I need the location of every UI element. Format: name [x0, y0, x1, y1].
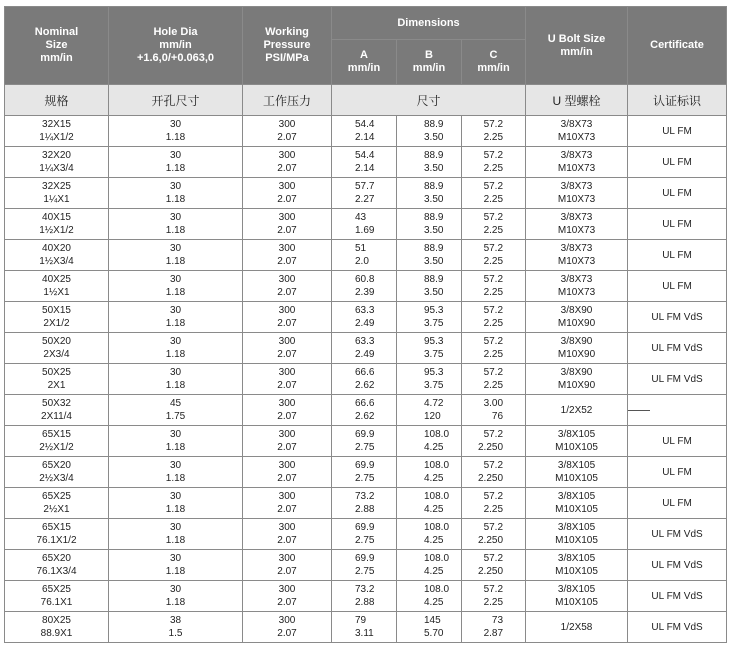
col-dimensions: Dimensions [332, 7, 526, 40]
cell-nominal-size: 32X15 1¼X1/2 [5, 116, 109, 147]
cell-dim-a: 66.6 2.62 [332, 395, 397, 426]
spec-table [4, 6, 727, 643]
cell-dim-a: 69.9 2.75 [332, 519, 397, 550]
cell-u-bolt: 3/8X73 M10X73 [526, 116, 628, 147]
cell-dim-a: 51 2.0 [332, 240, 397, 271]
cell-certificate: UL FM [628, 240, 727, 271]
cell-nominal-size: 50X25 2X1 [5, 364, 109, 395]
cell-dim-c: 57.2 2.25 [462, 333, 526, 364]
cell-dim-b: 4.72 120 [397, 395, 462, 426]
cell-u-bolt: 3/8X105 M10X105 [526, 519, 628, 550]
cell-certificate: UL FM [628, 178, 727, 209]
cell-working-pressure: 300 2.07 [243, 333, 332, 364]
cell-working-pressure: 300 2.07 [243, 395, 332, 426]
cell-dim-c: 57.2 2.25 [462, 147, 526, 178]
cell-hole-dia: 30 1.18 [109, 271, 243, 302]
cell-nominal-size: 50X20 2X3/4 [5, 333, 109, 364]
col-cn-dimensions: 尺寸 [332, 85, 526, 116]
cell-dim-b: 88.9 3.50 [397, 240, 462, 271]
cell-certificate: UL FM VdS [628, 612, 727, 643]
cell-dim-a: 43 1.69 [332, 209, 397, 240]
cell-working-pressure: 300 2.07 [243, 550, 332, 581]
cell-dim-c: 57.2 2.250 [462, 519, 526, 550]
cell-nominal-size: 65X20 2½X3/4 [5, 457, 109, 488]
cell-working-pressure: 300 2.07 [243, 457, 332, 488]
cell-u-bolt: 1/2X52 [526, 395, 628, 426]
cell-dim-b: 88.9 3.50 [397, 147, 462, 178]
cell-working-pressure: 300 2.07 [243, 581, 332, 612]
table-row [5, 426, 727, 457]
cell-working-pressure: 300 2.07 [243, 147, 332, 178]
cell-u-bolt: 3/8X90 M10X90 [526, 302, 628, 333]
col-working-pressure: Working Pressure PSI/MPa [243, 7, 332, 85]
cell-working-pressure: 300 2.07 [243, 519, 332, 550]
cell-hole-dia: 30 1.18 [109, 147, 243, 178]
cell-hole-dia: 30 1.18 [109, 519, 243, 550]
cell-dim-c: 57.2 2.25 [462, 302, 526, 333]
cell-dim-b: 108.0 4.25 [397, 581, 462, 612]
cell-nominal-size: 65X20 76.1X3/4 [5, 550, 109, 581]
cell-certificate: UL FM VdS [628, 302, 727, 333]
col-dim-c: C mm/in [462, 40, 526, 85]
cell-dim-c: 57.2 2.25 [462, 581, 526, 612]
cell-nominal-size: 65X15 76.1X1/2 [5, 519, 109, 550]
cell-certificate: UL FM [628, 147, 727, 178]
cell-dim-a: 63.3 2.49 [332, 333, 397, 364]
cell-hole-dia: 30 1.18 [109, 426, 243, 457]
cell-dim-c: 57.2 2.25 [462, 209, 526, 240]
empty-dash [628, 410, 650, 411]
table-row [5, 612, 727, 643]
cell-u-bolt: 3/8X73 M10X73 [526, 178, 628, 209]
cell-nominal-size: 65X25 2½X1 [5, 488, 109, 519]
cell-working-pressure: 300 2.07 [243, 116, 332, 147]
cell-nominal-size: 40X20 1½X3/4 [5, 240, 109, 271]
col-dim-a: A mm/in [332, 40, 397, 85]
cell-certificate: UL FM VdS [628, 333, 727, 364]
cell-working-pressure: 300 2.07 [243, 271, 332, 302]
cell-u-bolt: 3/8X105 M10X105 [526, 581, 628, 612]
cell-dim-c: 73 2.87 [462, 612, 526, 643]
cell-u-bolt: 3/8X105 M10X105 [526, 488, 628, 519]
cell-hole-dia: 30 1.18 [109, 550, 243, 581]
cell-dim-a: 54.4 2.14 [332, 116, 397, 147]
cell-dim-a: 54.4 2.14 [332, 147, 397, 178]
cell-dim-c: 57.2 2.250 [462, 550, 526, 581]
cell-dim-b: 95.3 3.75 [397, 333, 462, 364]
table-row [5, 550, 727, 581]
col-u-bolt-size: U Bolt Size mm/in [526, 7, 628, 85]
cell-dim-a: 66.6 2.62 [332, 364, 397, 395]
table-row [5, 302, 727, 333]
col-cn-hole: 开孔尺寸 [109, 85, 243, 116]
col-certificate: Certificate [628, 7, 727, 85]
table-row [5, 364, 727, 395]
table-row [5, 271, 727, 302]
cell-hole-dia: 45 1.75 [109, 395, 243, 426]
cell-dim-a: 79 3.11 [332, 612, 397, 643]
cell-dim-a: 69.9 2.75 [332, 457, 397, 488]
cell-dim-a: 63.3 2.49 [332, 302, 397, 333]
cell-hole-dia: 30 1.18 [109, 581, 243, 612]
table-row [5, 147, 727, 178]
cell-certificate: UL FM VdS [628, 581, 727, 612]
cell-dim-c: 57.2 2.25 [462, 364, 526, 395]
cell-hole-dia: 30 1.18 [109, 209, 243, 240]
cell-u-bolt: 3/8X90 M10X90 [526, 333, 628, 364]
cell-certificate [628, 395, 727, 426]
cell-u-bolt: 3/8X105 M10X105 [526, 550, 628, 581]
cell-dim-a: 73.2 2.88 [332, 581, 397, 612]
cell-dim-a: 69.9 2.75 [332, 550, 397, 581]
cell-u-bolt: 3/8X73 M10X73 [526, 209, 628, 240]
col-cn-pressure: 工作压力 [243, 85, 332, 116]
cell-certificate: UL FM VdS [628, 364, 727, 395]
table-row [5, 395, 727, 426]
col-cn-u-bolt: U 型螺栓 [526, 85, 628, 116]
cell-dim-b: 95.3 3.75 [397, 302, 462, 333]
cell-u-bolt: 3/8X105 M10X105 [526, 457, 628, 488]
cell-working-pressure: 300 2.07 [243, 240, 332, 271]
cell-dim-b: 88.9 3.50 [397, 209, 462, 240]
table-row [5, 519, 727, 550]
cell-certificate: UL FM [628, 209, 727, 240]
cell-nominal-size: 50X32 2X11/4 [5, 395, 109, 426]
col-cn-cert: 认证标识 [628, 85, 727, 116]
table-row [5, 178, 727, 209]
cell-working-pressure: 300 2.07 [243, 209, 332, 240]
cell-u-bolt: 1/2X58 [526, 612, 628, 643]
cell-dim-a: 60.8 2.39 [332, 271, 397, 302]
cell-working-pressure: 300 2.07 [243, 178, 332, 209]
col-nominal-size: Nominal Size mm/in [5, 7, 109, 85]
cell-u-bolt: 3/8X105 M10X105 [526, 426, 628, 457]
cell-nominal-size: 65X25 76.1X1 [5, 581, 109, 612]
cell-dim-b: 108.0 4.25 [397, 550, 462, 581]
cell-dim-b: 95.3 3.75 [397, 364, 462, 395]
table-row [5, 209, 727, 240]
cell-u-bolt: 3/8X73 M10X73 [526, 147, 628, 178]
cell-certificate: UL FM [628, 116, 727, 147]
table-row [5, 240, 727, 271]
cell-hole-dia: 30 1.18 [109, 364, 243, 395]
cell-hole-dia: 30 1.18 [109, 178, 243, 209]
cell-nominal-size: 40X15 1½X1/2 [5, 209, 109, 240]
cell-hole-dia: 30 1.18 [109, 457, 243, 488]
cell-dim-c: 57.2 2.250 [462, 457, 526, 488]
col-hole-dia: Hole Dia mm/in +1.6,0/+0.063,0 [109, 7, 243, 85]
cell-dim-a: 57.7 2.27 [332, 178, 397, 209]
cell-working-pressure: 300 2.07 [243, 426, 332, 457]
cell-dim-b: 88.9 3.50 [397, 271, 462, 302]
table-body [5, 116, 727, 643]
cell-dim-c: 57.2 2.25 [462, 116, 526, 147]
col-cn-size: 规格 [5, 85, 109, 116]
cell-certificate: UL FM [628, 488, 727, 519]
cell-dim-b: 88.9 3.50 [397, 116, 462, 147]
cell-dim-c: 57.2 2.25 [462, 488, 526, 519]
cell-dim-b: 108.0 4.25 [397, 457, 462, 488]
cell-hole-dia: 30 1.18 [109, 333, 243, 364]
cell-nominal-size: 80X25 88.9X1 [5, 612, 109, 643]
cell-dim-a: 73.2 2.88 [332, 488, 397, 519]
cell-nominal-size: 50X15 2X1/2 [5, 302, 109, 333]
cell-dim-b: 108.0 4.25 [397, 426, 462, 457]
table-row [5, 457, 727, 488]
cell-u-bolt: 3/8X73 M10X73 [526, 240, 628, 271]
cell-nominal-size: 32X25 1¼X1 [5, 178, 109, 209]
cell-dim-c: 3.00 76 [462, 395, 526, 426]
cell-hole-dia: 30 1.18 [109, 240, 243, 271]
cell-nominal-size: 65X15 2½X1/2 [5, 426, 109, 457]
cell-working-pressure: 300 2.07 [243, 612, 332, 643]
col-dim-b: B mm/in [397, 40, 462, 85]
cell-dim-b: 88.9 3.50 [397, 178, 462, 209]
cell-certificate: UL FM [628, 426, 727, 457]
cell-nominal-size: 40X25 1½X1 [5, 271, 109, 302]
table-row [5, 581, 727, 612]
cell-certificate: UL FM [628, 271, 727, 302]
cell-dim-b: 145 5.70 [397, 612, 462, 643]
cell-hole-dia: 30 1.18 [109, 116, 243, 147]
cell-dim-c: 57.2 2.25 [462, 178, 526, 209]
cell-u-bolt: 3/8X90 M10X90 [526, 364, 628, 395]
table-row [5, 116, 727, 147]
cell-dim-b: 108.0 4.25 [397, 488, 462, 519]
table-row [5, 488, 727, 519]
cell-dim-a: 69.9 2.75 [332, 426, 397, 457]
cell-dim-c: 57.2 2.250 [462, 426, 526, 457]
table-row [5, 333, 727, 364]
cell-dim-c: 57.2 2.25 [462, 271, 526, 302]
cell-dim-b: 108.0 4.25 [397, 519, 462, 550]
cell-hole-dia: 30 1.18 [109, 488, 243, 519]
cell-working-pressure: 300 2.07 [243, 302, 332, 333]
cell-certificate: UL FM VdS [628, 550, 727, 581]
cell-certificate: UL FM VdS [628, 519, 727, 550]
cell-dim-c: 57.2 2.25 [462, 240, 526, 271]
cell-u-bolt: 3/8X73 M10X73 [526, 271, 628, 302]
cell-working-pressure: 300 2.07 [243, 488, 332, 519]
cell-working-pressure: 300 2.07 [243, 364, 332, 395]
cell-nominal-size: 32X20 1¼X3/4 [5, 147, 109, 178]
cell-certificate: UL FM [628, 457, 727, 488]
cell-hole-dia: 30 1.18 [109, 302, 243, 333]
cell-hole-dia: 38 1.5 [109, 612, 243, 643]
